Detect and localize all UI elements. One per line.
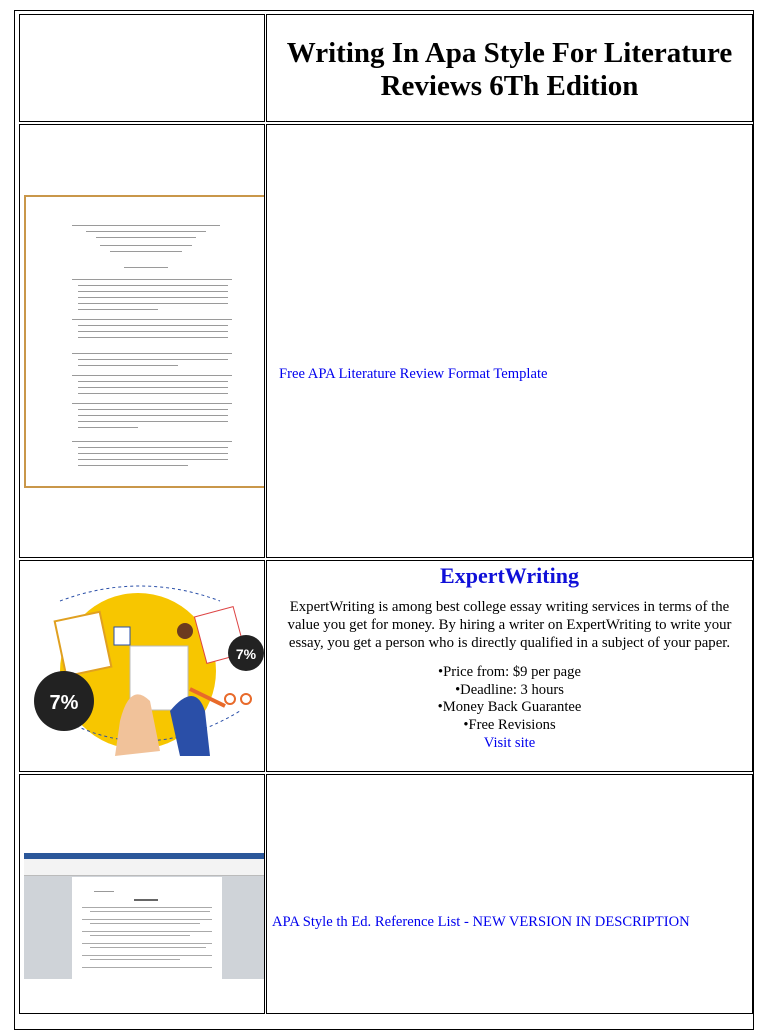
row-2-thumb-cell: [19, 560, 265, 772]
row-3-thumb-cell: [19, 774, 265, 1014]
header-title-cell: [266, 14, 753, 122]
row-3-content-cell: [266, 774, 753, 1014]
row-2-content-cell: [266, 560, 753, 772]
list-item: • Deadline: 3 hours: [267, 682, 752, 700]
expertwriting-heading[interactable]: ExpertWriting: [440, 563, 579, 588]
expertwriting-description: ExpertWriting is among best college essay writing services in terms of the value you get for money. By hiring a writer on ExpertWriting to write your essay, you get a person who is directly qualified in a subject of your paper.: [287, 599, 732, 651]
document-thumbnail-icon[interactable]: [24, 195, 265, 488]
visit-site-link[interactable]: Visit site: [483, 735, 536, 751]
word-document-thumbnail-icon[interactable]: [24, 853, 265, 979]
page-title: Writing In Apa Style For Literature Reviews 6Th Edition: [286, 37, 733, 102]
discount-badge-small: 7%: [235, 646, 257, 662]
apa-reference-list-link[interactable]: APA Style th Ed. Reference List - NEW VERSION IN DESCRIPTION: [272, 914, 690, 930]
header-empty-cell: [19, 14, 265, 122]
discount-badge-large: 7%: [49, 692, 79, 714]
list-item: • Money Back Guarantee: [267, 699, 752, 717]
apa-template-link[interactable]: Free APA Literature Review Format Template: [279, 366, 548, 382]
feature-list: [267, 664, 752, 734]
listing-table: [14, 10, 754, 1030]
list-item: • Free Revisions: [267, 717, 752, 735]
list-item: • Price from: $9 per page: [267, 664, 752, 682]
row-1-thumb-cell: [19, 124, 265, 558]
row-1-content-cell: [266, 124, 753, 558]
writing-illustration-icon: [20, 561, 264, 771]
